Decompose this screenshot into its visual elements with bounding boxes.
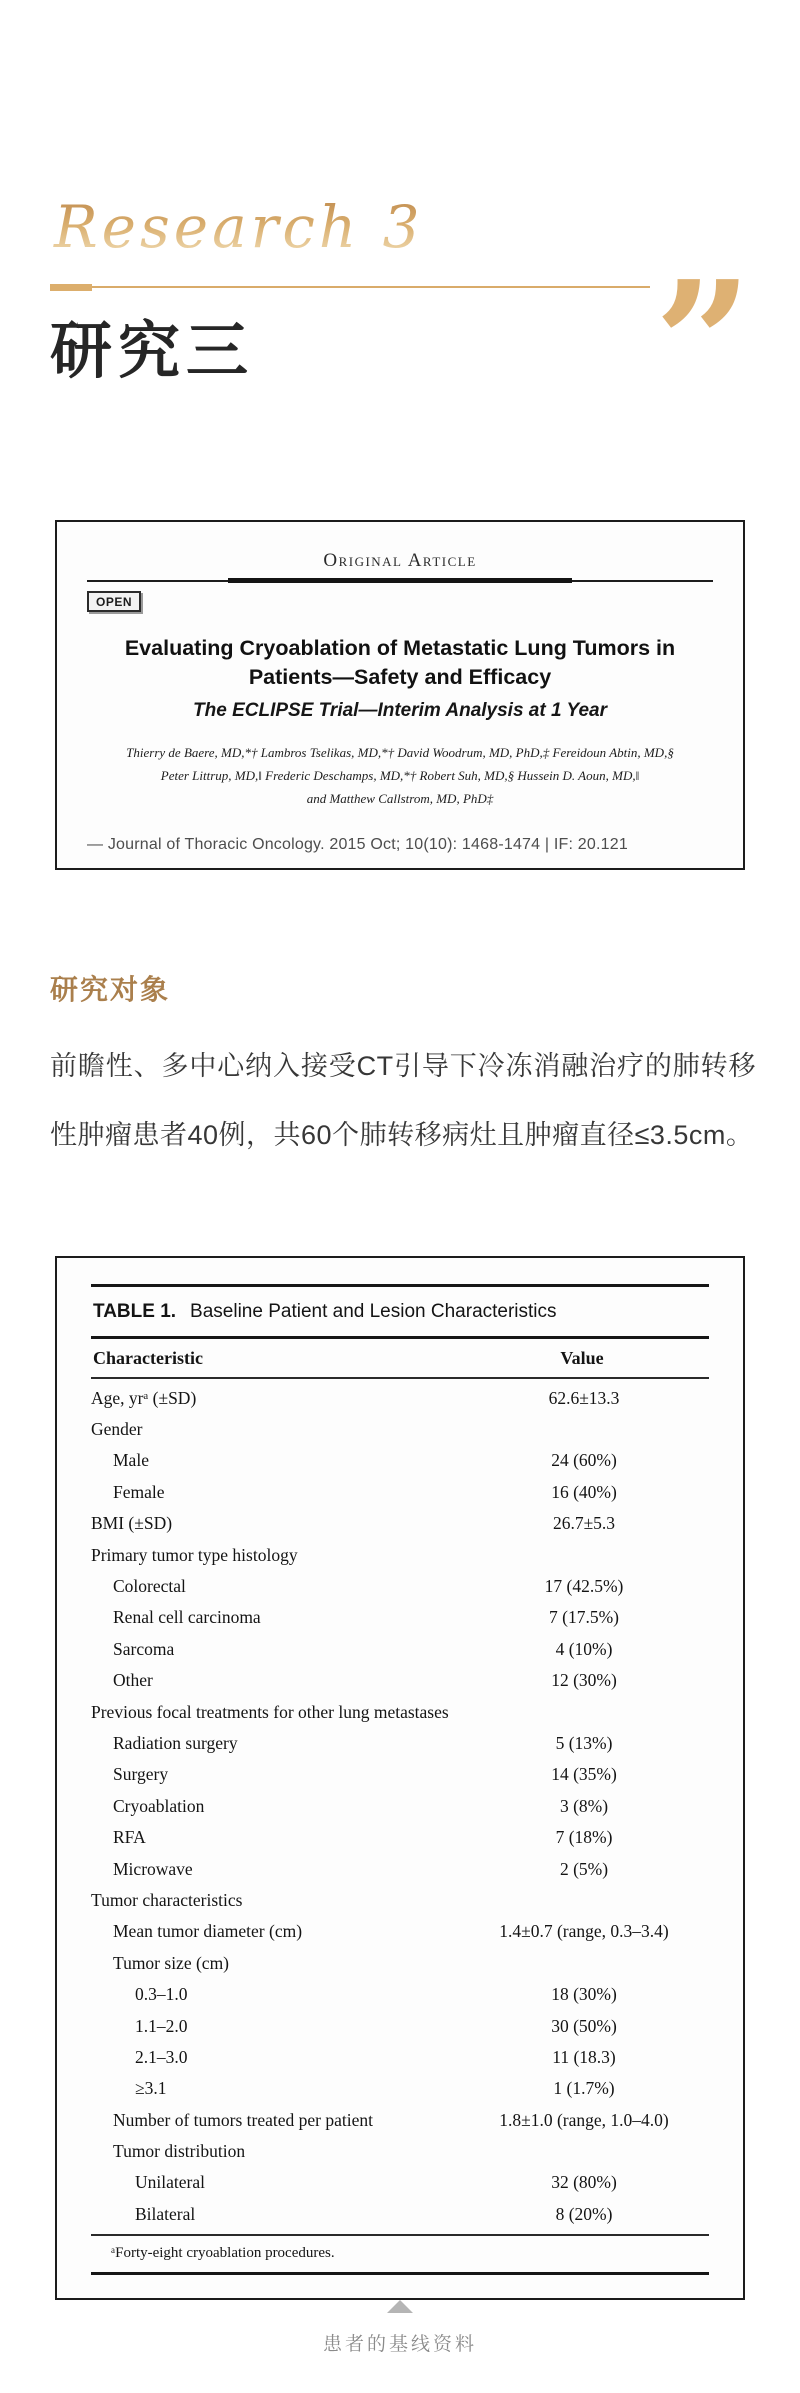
row-value: 3 (8%): [559, 1795, 609, 1816]
table-row: [91, 1383, 709, 1414]
row-value: 18 (30%): [551, 1984, 617, 2005]
row-value: 17 (42.5%): [544, 1576, 624, 1597]
section-body-text: 前瞻性、多中心纳入接受CT引导下冷冻消融治疗的肺转移性肿瘤患者40例，共60个肺转移病灶且肿瘤直径≤3.5cm。: [50, 1051, 756, 1150]
author-list: [87, 742, 713, 810]
row-value: 1.4±0.7 (range, 0.3–3.4): [499, 1921, 669, 1942]
row-characteristic: Age, yrᵃ (±SD): [91, 1387, 197, 1408]
table-row: [91, 2167, 709, 2198]
author-line: and Matthew Callstrom, MD, PhD‡: [306, 790, 494, 806]
row-characteristic: Number of tumors treated per patient: [113, 2109, 373, 2130]
table-row: [91, 1445, 709, 1476]
table-row: [91, 1508, 709, 1539]
row-value: 32 (80%): [551, 2172, 617, 2193]
script-title: Research 3: [50, 196, 750, 260]
page-title: 研究三: [50, 313, 255, 387]
row-characteristic: ≥3.1: [135, 2078, 167, 2099]
row-value: 62.6±13.3: [548, 1387, 620, 1408]
row-value: 1 (1.7%): [553, 2078, 615, 2099]
row-value: 7 (17.5%): [549, 1607, 619, 1628]
row-characteristic: 2.1–3.0: [135, 2046, 188, 2067]
row-characteristic: Mean tumor diameter (cm): [113, 1921, 303, 1942]
table-card: [55, 1256, 745, 2300]
article-divider: [87, 578, 713, 583]
row-characteristic: Renal cell carcinoma: [113, 1607, 261, 1628]
table-row: [91, 1665, 709, 1696]
table-row: [91, 1916, 709, 1947]
row-characteristic: Female: [113, 1481, 165, 1502]
row-characteristic: Tumor size (cm): [113, 1952, 230, 1973]
gold-divider: [50, 284, 650, 291]
row-value: 11 (18.3): [552, 2046, 616, 2067]
table-row: [91, 1477, 709, 1508]
author-line: Thierry de Baere, MD,*† Lambros Tselikas, MD,*† David Woodrum, MD, PhD,‡ Fereidoun Abtin, MD,§: [126, 745, 674, 761]
article-category: Original Article: [323, 550, 477, 571]
header: [50, 193, 752, 390]
article-card: [55, 520, 745, 870]
row-characteristic: Sarcoma: [113, 1638, 175, 1659]
column-header-value: Value: [560, 1348, 604, 1368]
table-title: [91, 1287, 709, 1336]
gold-divider-nub: [50, 284, 92, 291]
paper-subtitle: The ECLIPSE Trial—Interim Analysis at 1 Year: [193, 700, 607, 722]
table-row: [91, 1979, 709, 2010]
row-value: 1.8±1.0 (range, 1.0–4.0): [499, 2109, 669, 2130]
table-row: [91, 2073, 709, 2104]
paper-title-line2: Patients—Safety and Efficacy: [248, 665, 552, 690]
table-row: [91, 1791, 709, 1822]
table-row: [91, 2010, 709, 2041]
table-row: [91, 2199, 709, 2230]
row-characteristic: Tumor characteristics: [91, 1889, 243, 1910]
row-characteristic: Bilateral: [135, 2203, 196, 2224]
row-characteristic: BMI (±SD): [91, 1513, 173, 1534]
table-row: [91, 1414, 709, 1445]
row-characteristic: Primary tumor type histology: [91, 1544, 298, 1565]
table-bottom-rule: [91, 2272, 709, 2275]
paper-title-line1: Evaluating Cryoablation of Metastatic Lung Tumors in: [124, 636, 676, 660]
row-value: 2 (5%): [559, 1858, 609, 1879]
row-value: 12 (30%): [551, 1670, 617, 1691]
row-characteristic: Gender: [91, 1419, 143, 1440]
up-arrow-icon: [387, 2300, 413, 2313]
row-characteristic: Cryoablation: [113, 1795, 205, 1816]
table-row: [91, 1885, 709, 1916]
row-value: 26.7±5.3: [552, 1513, 616, 1534]
open-access-badge: OPEN: [87, 591, 141, 612]
row-value: 7 (18%): [555, 1827, 613, 1848]
table-row: [91, 1948, 709, 1979]
article-divider-thin-right: [572, 580, 713, 582]
row-value: 14 (35%): [551, 1764, 617, 1785]
row-characteristic: Other: [113, 1670, 153, 1691]
row-characteristic: Radiation surgery: [113, 1732, 238, 1753]
row-characteristic: RFA: [113, 1827, 146, 1848]
table-row: [91, 1539, 709, 1570]
table-number-label: TABLE 1.: [93, 1301, 177, 1322]
journal-citation: — Journal of Thoracic Oncology. 2015 Oct; 10(10): 1468-1474 | IF: 20.121: [87, 836, 628, 854]
row-characteristic: Surgery: [113, 1764, 169, 1785]
row-characteristic: Previous focal treatments for other lung metastases: [91, 1701, 449, 1722]
article-divider-thick: [228, 578, 572, 583]
author-line: Peter Littrup, MD,‖ Frederic Deschamps, MD,*† Robert Suh, MD,§ Hussein D. Aoun, MD,‖: [160, 767, 640, 783]
row-characteristic: Microwave: [113, 1858, 193, 1879]
row-characteristic: Tumor distribution: [113, 2141, 246, 2162]
table-row: [91, 2136, 709, 2167]
table-body: [91, 1379, 709, 2235]
paper-title: [87, 634, 713, 692]
article-divider-thin-left: [87, 580, 228, 582]
row-characteristic: 1.1–2.0: [135, 2015, 188, 2036]
column-header-characteristic: Characteristic: [93, 1348, 203, 1368]
table-row: [91, 1759, 709, 1790]
row-characteristic: Unilateral: [135, 2172, 205, 2193]
row-value: 16 (40%): [551, 1481, 617, 1502]
gold-divider-line: [92, 286, 650, 288]
row-characteristic: Colorectal: [113, 1576, 186, 1597]
table-row: [91, 1853, 709, 1884]
footer: [0, 2300, 800, 2356]
table-row: [91, 1634, 709, 1665]
table-row: [91, 2104, 709, 2135]
row-characteristic: 0.3–1.0: [135, 1984, 188, 2005]
table-row: [91, 1822, 709, 1853]
table-row: [91, 2042, 709, 2073]
footer-caption: 患者的基线资料: [322, 2334, 477, 2355]
table-footnote: ᵃForty-eight cryoablation procedures.: [111, 2244, 335, 2261]
table-row: [91, 1696, 709, 1727]
row-value: 4 (10%): [555, 1638, 613, 1659]
row-value: 30 (50%): [551, 2015, 617, 2036]
table-row: [91, 1602, 709, 1633]
table-title-text: Baseline Patient and Lesion Characteristics: [190, 1301, 557, 1322]
row-characteristic: Male: [113, 1450, 149, 1471]
row-value: 8 (20%): [555, 2203, 613, 2224]
row-value: 24 (60%): [551, 1450, 617, 1471]
row-value: 5 (13%): [555, 1732, 613, 1753]
quote-icon: ”: [654, 268, 752, 378]
section-heading: 研究对象: [50, 973, 171, 1006]
table-header-row: [91, 1339, 709, 1377]
table-row: [91, 1728, 709, 1759]
table-row: [91, 1571, 709, 1602]
